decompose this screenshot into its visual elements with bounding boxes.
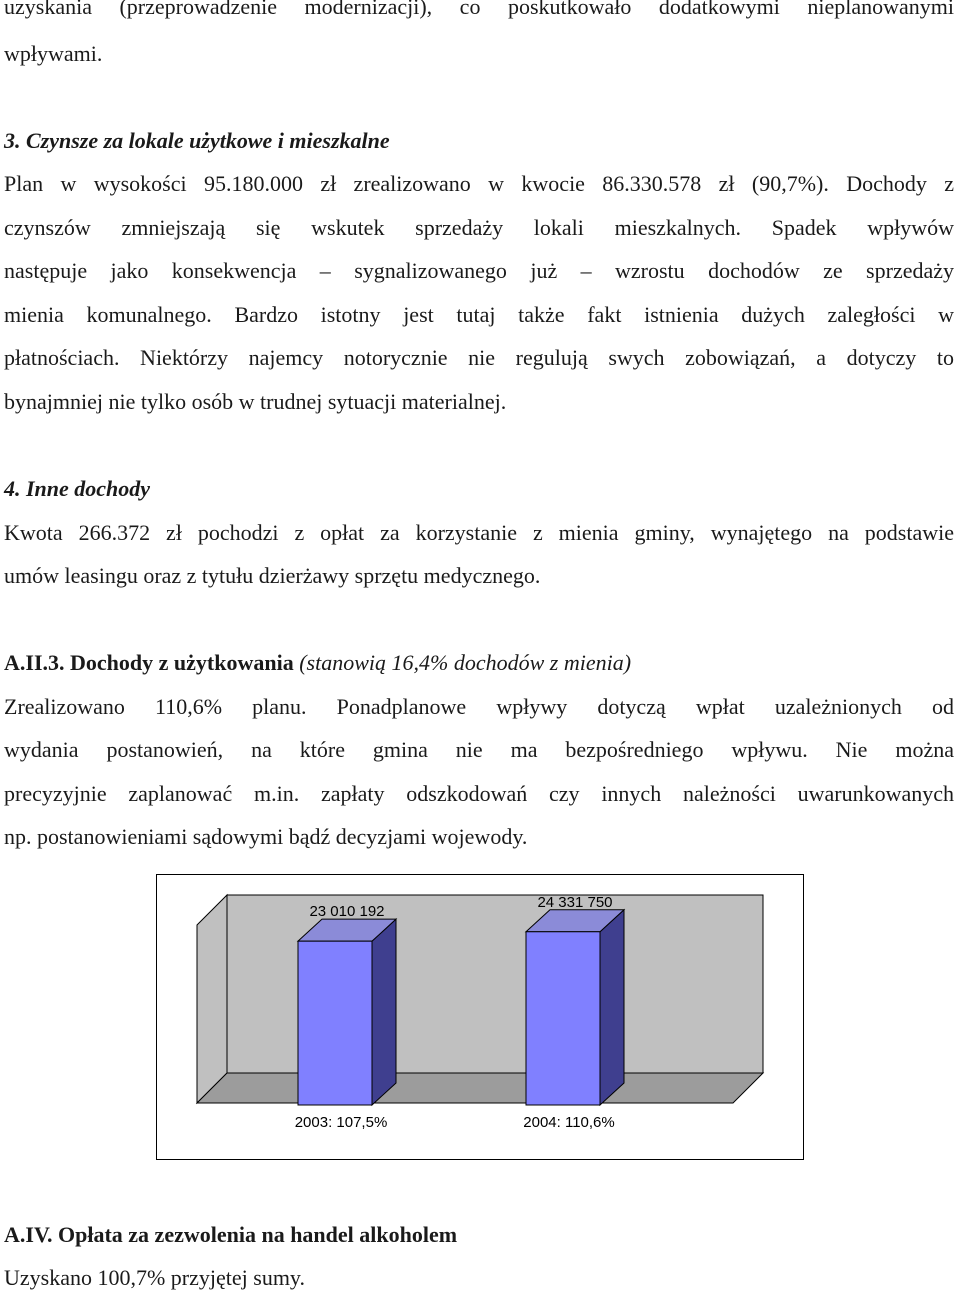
- chart-floor: [197, 1073, 763, 1103]
- paragraph-line: wpływami.: [4, 41, 103, 66]
- paragraph-line: precyzyjnie zaplanować m.in. zapłaty odszkodowań czy innych należności uwarunkowanych: [4, 781, 954, 806]
- section-heading: 4. Inne dochody: [4, 476, 151, 501]
- heading-italic-part: (stanowią 16,4% dochodów z mienia): [299, 650, 632, 675]
- paragraph-line: Zrealizowano 110,6% planu. Ponadplanowe wpływy dotyczą wpłat uzależnionych od: [4, 694, 954, 719]
- category-label: 2004: 110,6%: [523, 1114, 615, 1131]
- data-label: 23 010 192: [309, 903, 385, 921]
- paragraph-line: Plan w wysokości 95.180.000 zł zrealizowano w kwocie 86.330.578 zł (90,7%). Dochody z: [4, 171, 954, 196]
- paragraph-line: np. postanowieniami sądowymi bądź decyzjami wojewody.: [4, 824, 528, 849]
- data-label: 24 331 750: [537, 893, 613, 911]
- section-heading: [4, 650, 631, 676]
- paragraph-line: mienia komunalnego. Bardzo istotny jest tutaj także fakt istnienia dużych zaległości w: [4, 302, 954, 327]
- paragraph-line: wydania postanowień, na które gmina nie ma bezpośredniego wpływu. Nie można: [4, 737, 954, 762]
- paragraph-line: bynajmniej nie tylko osób w trudnej sytuacji materialnej.: [4, 389, 507, 414]
- bar-side: [372, 919, 396, 1105]
- paragraph-line: umów leasingu oraz z tytułu dzierżawy sprzętu medycznego.: [4, 563, 541, 588]
- paragraph-line: czynszów zmniejszają się wskutek sprzedaży lokali mieszkalnych. Spadek wpływów: [4, 215, 954, 240]
- bar-chart: [156, 874, 804, 1160]
- paragraph-line: Uzyskano 100,7% przyjętej sumy.: [4, 1265, 306, 1290]
- section-heading: 3. Czynsze za lokale użytkowe i mieszkalne: [4, 128, 390, 153]
- category-label: 2003: 107,5%: [294, 1114, 388, 1131]
- paragraph-line: następuje jako konsekwencja – sygnalizowanego już – wzrostu dochodów ze sprzedaży: [4, 258, 954, 283]
- paragraph-line: Kwota 266.372 zł pochodzi z opłat za korzystanie z mienia gminy, wynajętego na podstawie: [4, 520, 954, 545]
- section-heading: A.IV. Opłata za zezwolenia na handel alkoholem: [4, 1222, 458, 1247]
- paragraph-line: uzyskania (przeprowadzenie modernizacji), co poskutkowało dodatkowymi nieplanowanymi: [4, 0, 954, 19]
- paragraph-line: płatnościach. Niektórzy najemcy notorycznie nie regulują swych zobowiązań, a dotyczy to: [4, 345, 954, 370]
- heading-bold-part: A.II.3. Dochody z użytkowania: [4, 650, 294, 675]
- bar-side: [600, 910, 624, 1105]
- chart-canvas: [157, 875, 803, 1159]
- chart-left-wall: [197, 895, 227, 1103]
- bar: [298, 941, 372, 1105]
- bar: [526, 932, 600, 1105]
